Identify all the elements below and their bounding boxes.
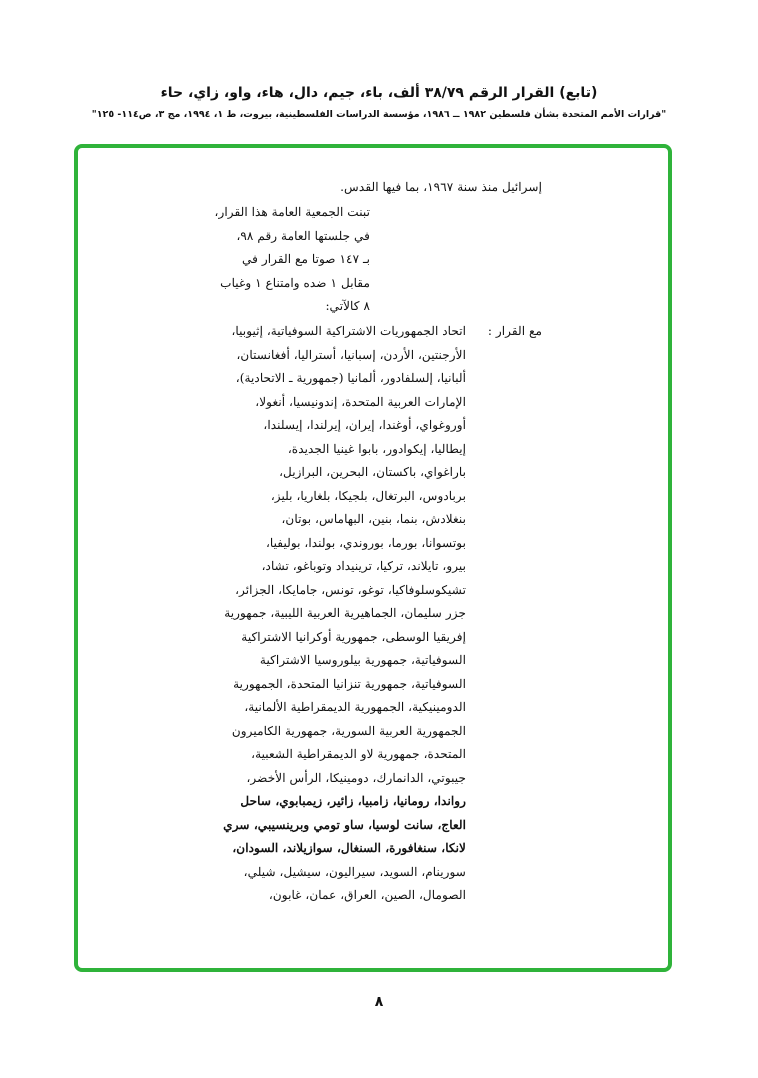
countries-line: إفريقيا الوسطى، جمهورية أوكرانيا الاشتراكية — [241, 629, 466, 644]
intro-text — [200, 176, 542, 200]
countries-line: رواندا، رومانيا، زامبيا، زائير، زيمبابوي، ساحل — [240, 794, 466, 808]
countries-line: ألبانيا، إلسلفادور، ألمانيا (جمهورية ـ الاتحادية)، — [235, 371, 466, 385]
countries-in-favour-list — [210, 320, 466, 908]
countries-line: بربادوس، البرتغال، بلجيكا، بلغاريا، بليز، — [270, 488, 466, 503]
countries-line: إيطاليا، إيكوادور، بابوا غينيا الجديدة، — [287, 441, 466, 456]
countries-line: باراغواي، باكستان، البحرين، البرازيل، — [279, 465, 466, 479]
countries-line: الجمهورية العربية السورية، جمهورية الكاميرون — [231, 723, 466, 738]
countries-line: بيرو، تايلاند، تركيا، ترينيداد وتوباغو، تشاد، — [261, 559, 466, 573]
countries-line: الدومينيكية، الجمهورية الديمقراطية الألمانية، — [244, 700, 466, 714]
countries-line: جيبوتي، الدانمارك، دومينيكا، الرأس الأخضر، — [246, 770, 466, 785]
countries-line: اتحاد الجمهوريات الاشتراكية السوفياتية، إثيوبيا، — [231, 324, 466, 338]
intro-line: إسرائيل منذ سنة ١٩٦٧، بما فيها القدس. — [340, 180, 542, 194]
countries-line: الأرجنتين، الأردن، إسبانيا، أستراليا، أفغانستان، — [236, 347, 466, 362]
countries-line: المتحدة، جمهورية لاو الديمقراطية الشعبية، — [251, 747, 466, 761]
document-header-title: (تابع) القرار الرقم ٣٨/٧٩ ألف، باء، جيم، دال، هاء، واو، زاي، حاء — [160, 85, 598, 101]
vote-line: في جلستها العامة رقم ٩٨، — [236, 228, 370, 243]
countries-line: الصومال، الصين، العراق، عمان، غابون، — [268, 888, 466, 902]
countries-line: العاج، سانت لوسيا، ساو تومي وبرينسيبي، سري — [223, 817, 466, 832]
vote-line: مقابل ١ ضده وامتناع ١ وغياب — [220, 275, 370, 290]
document-source-citation: "قرارات الأمم المتحدة بشأن فلسطين ١٩٨٢ ــ ١٩٨٦، مؤسسة الدراسات الفلسطينية، بيروت، ط ١، ١٩٩٤، مج ٣، ص١١٤- ١٢٥" — [91, 109, 667, 120]
vote-summary — [210, 201, 370, 319]
countries-line: أوروغواي، أوغندا، إيران، إيرلندا، إيسلندا، — [263, 418, 466, 432]
vote-line: بـ ١٤٧ صوتا مع القرار في — [242, 252, 370, 266]
countries-line: سورينام، السويد، سيراليون، سيشيل، شيلي، — [243, 864, 466, 879]
vote-line: ٨ كالآتي: — [325, 299, 370, 313]
vote-line: تبنت الجمعية العامة هذا القرار، — [214, 205, 370, 219]
countries-line: لانكا، سنغافورة، السنغال، سوازيلاند، السودان، — [232, 841, 466, 855]
in-favour-label: مع القرار : — [487, 324, 542, 338]
countries-line: تشيكوسلوفاكيا، توغو، تونس، جامايكا، الجزائر، — [235, 582, 466, 597]
countries-line: بوتسوانا، بورما، بوروندي، بولندا، بوليفيا، — [265, 535, 466, 550]
countries-line: بنغلادش، بنما، بنين، البهاماس، بوتان، — [281, 512, 466, 526]
page-number: ٨ — [374, 994, 384, 1010]
countries-line: السوفياتية، جمهورية تنزانيا المتحدة، الجمهورية — [233, 676, 466, 691]
countries-line: الإمارات العربية المتحدة، إندونيسيا، أنغولا، — [255, 394, 466, 409]
countries-line: السوفياتية، جمهورية بيلوروسيا الاشتراكية — [259, 653, 466, 667]
countries-line: جزر سليمان، الجماهيرية العربية الليبية، جمهورية — [224, 606, 466, 620]
